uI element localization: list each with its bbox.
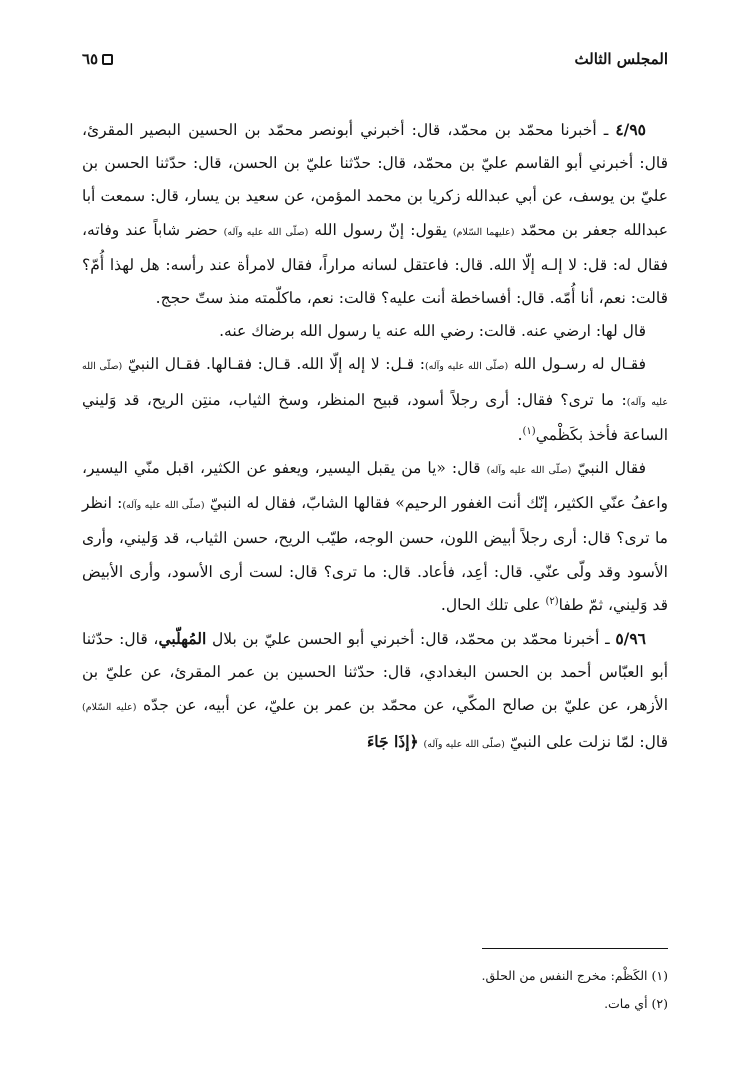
hadith-number: ٥/٩٦ xyxy=(615,629,646,649)
text-line: قال: حدّثنا الحسن بن عليّ بن يوسف، عن أبي عبدالله زكريا بن محمد المؤمن، عن xyxy=(82,154,668,206)
text-run: . xyxy=(517,425,523,444)
text-line: الله xyxy=(314,220,337,239)
text-line: عليه؟ قالت: نعم، ماكلّمته منذ ستّ حجج. xyxy=(155,289,417,308)
quran-quote: ﴿إذَا جَاءَ xyxy=(367,731,419,751)
running-header xyxy=(82,48,668,74)
footnote-2: (٢) أي مات. xyxy=(604,996,668,1011)
text-line: قال: لمّا نزلت على النبيّ xyxy=(509,732,668,751)
text-line: المُهلّبي xyxy=(158,629,207,649)
text-run: على تلك الحال. xyxy=(440,595,541,614)
text-line: حضر شاباً عند وفاته، فقال له: قل: لا إلـه إلّا الله. قال: فاعتقل لسانه xyxy=(82,220,668,274)
footnote-ref: (٢) xyxy=(545,595,559,607)
text-run: : قـل: لا إله إلّا الله. قـال: فقـالها. فقـال xyxy=(164,355,425,374)
text-line: سعيد بن يسار، قال: سمعت أبا عبدالله جعفر بن محمّد xyxy=(82,187,668,239)
salutation: (عليهما السّلام) xyxy=(452,226,515,238)
salutation: (صلّى الله عليه وآله) xyxy=(423,738,505,750)
text-run: قال: «يا من يقبل اليسير، ويعفو عن الكثير، اقبل منّي xyxy=(133,459,481,478)
text-line: عليّ، عن أبيه، عن جدّه xyxy=(143,696,297,715)
salutation: (صلّى الله عليه وآله) xyxy=(424,361,509,373)
salutation: (صلّى الله عليه وآله) xyxy=(122,500,205,512)
paragraph xyxy=(82,452,668,622)
footnotes xyxy=(82,962,668,1018)
salutation: (صلّى الله عليه وآله) xyxy=(486,465,572,477)
paragraph xyxy=(82,348,668,452)
page-number xyxy=(82,48,113,70)
text-run: فقال النبيّ xyxy=(577,459,647,478)
text-run: الريح، قد وَليني الساعة فأخذ بكَظْمي xyxy=(82,390,668,444)
text-run: : انظر ما ترى؟ قال: أرى رجلاً أبيض اللون، حسن الوجه، طيّب xyxy=(82,494,668,548)
salutation: (صلّى الله عليه وآله) xyxy=(223,226,309,238)
hadith-96 xyxy=(82,622,668,761)
salutation: (صلّى الله عليه وآله) xyxy=(82,361,668,408)
text-run: : ما ترى؟ فقال: أرى رجلاً أسود، قبيح المنظر، وسخ الثياب، منتِن xyxy=(191,390,627,409)
text-run: اليسير، واعفُ عنّي الكثير، إنّك أنت الغفور الرحيم» فقالها الشابّ، فقال له xyxy=(82,459,668,513)
footnote-ref: (١) xyxy=(522,425,536,437)
footnote-1: (١) الكَظْم: مخرج النفس من الحلق. xyxy=(481,968,668,983)
text-run: النبيّ xyxy=(209,494,242,513)
hadith-95 xyxy=(82,113,668,315)
hadith-number: ٤/٩٥ xyxy=(615,120,646,139)
text-line: ـ أخبرنا محمّد بن محمّد، قال: أخبرني أبو الحسن عليّ بن بلال xyxy=(212,630,610,649)
text-run: ترى؟ قال: لست أرى الأسود، وأرى الأبيض قد وَليني، ثمّ طفا xyxy=(82,562,668,614)
text-line: عمر المقرئ، عن عليّ بن الأزهر، عن عليّ بن صالح المكّي، عن محمّد بن عمر بن xyxy=(82,663,668,715)
page-marker-icon xyxy=(102,54,113,65)
page-number-text: ٦٥ xyxy=(82,50,99,68)
footnote-divider xyxy=(482,948,668,949)
paragraph: قال لها: ارضي عنه. قالت: رضي الله عنه يا رسول الله برضاك عنه. xyxy=(219,322,646,341)
text-line: ـ أخبرنا محمّد بن محمّد، قال: أخبرني أبونصر محمّد بن الحسين xyxy=(188,121,609,139)
chapter-title: المجلس الثالث xyxy=(574,50,668,68)
text-run: فقـال له رسـول الله xyxy=(513,355,646,374)
text-run: الريح، حسن الثياب، قد وَليني، وأرى الأسود وقد ولّى عنّي. قال: أعِد، فأعاد. قال: ما xyxy=(82,529,668,581)
text-line: مراراً، فقال لامرأة عند رأسه: هل لهذا أُمّ؟ قالت: نعم، أنا أُمّه. قال: أفساخطة أنت xyxy=(82,255,668,308)
text-run: النبيّ xyxy=(127,355,160,374)
main-text xyxy=(82,113,668,761)
text-line: يقول: إنّ رسول xyxy=(342,220,447,239)
text-line: ، قال: حدّثنا أبو العبّاس أحمد بن الحسن البغدادي، قال: حدّثنا الحسين بن xyxy=(82,630,668,682)
text-line: البصير المقرئ، قال: أخبرني أبو القاسم عليّ بن محمّد، قال: حدّثنا عليّ بن الحسن، xyxy=(82,121,668,173)
salutation: (عليه السّلام) xyxy=(82,702,137,714)
